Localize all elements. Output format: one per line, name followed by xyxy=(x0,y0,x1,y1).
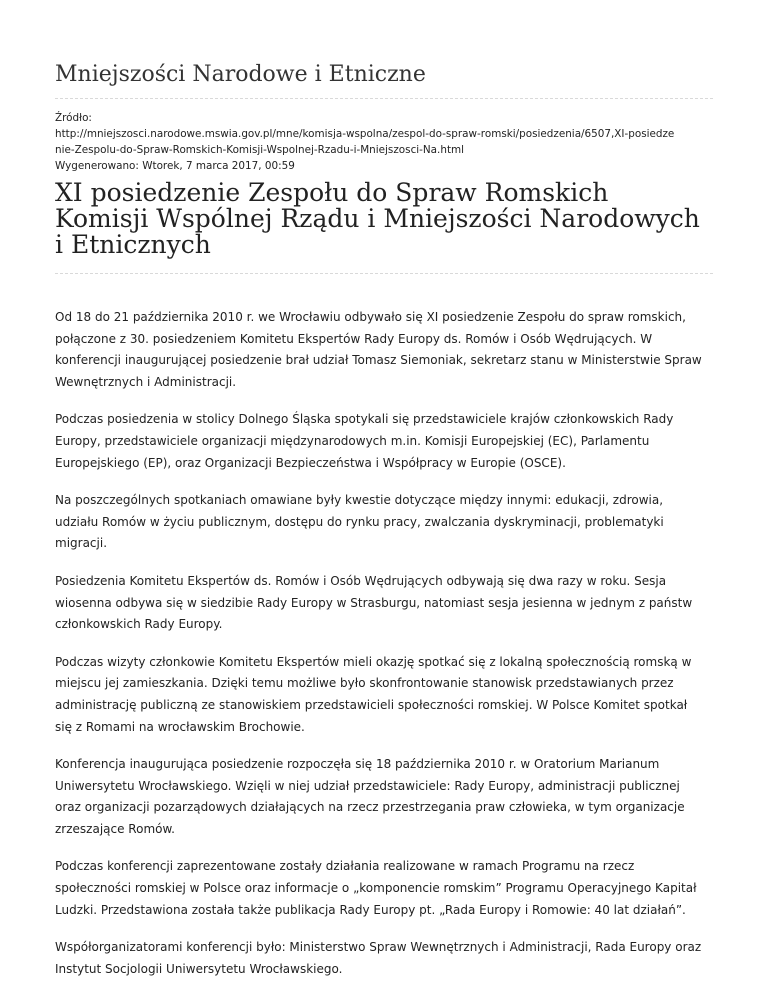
paragraph-line: udziału Romów w życiu publicznym, dostępu do rynku pracy, zwalczania dyskryminacji, problematyki xyxy=(55,514,664,529)
article-paragraph xyxy=(55,409,715,474)
paragraph-line: Podczas wizyty członkowie Komitetu Ekspertów mieli okazję spotkać się z lokalną społecznością romską w xyxy=(55,654,692,669)
paragraph-line: zrzeszające Romów. xyxy=(55,821,175,836)
site-title: Mniejszości Narodowe i Etniczne xyxy=(55,62,426,87)
paragraph-line: Ludzki. Przedstawiona została także publikacja Rady Europy pt. „Rada Europy i Romowie: 40 lat działań”. xyxy=(55,902,686,917)
article-paragraph xyxy=(55,754,715,840)
paragraph-line: konferencji inaugurującej posiedzenie brał udział Tomasz Siemoniak, sekretarz stanu w Ministerstwie Spraw xyxy=(55,353,702,368)
generated-timestamp: Wygenerowano: Wtorek, 7 marca 2017, 00:59 xyxy=(55,160,295,172)
article-paragraph xyxy=(55,856,715,921)
paragraph-line: Uniwersytetu Wrocławskiego. Wzięli w niej udział przedstawiciele: Rady Europy, administracji publicznej xyxy=(55,778,680,793)
article-title-line: Komisji Wspólnej Rządu i Mniejszości Narodowych xyxy=(55,204,700,233)
article-paragraph xyxy=(55,937,715,980)
paragraph-line: Podczas posiedzenia w stolicy Dolnego Śląska spotykali się przedstawiciele krajów członkowskich Rady xyxy=(55,412,674,427)
paragraph-line: Europy, przedstawiciele organizacji międzynarodowych m.in. Komisji Europejskiej (EC), Parlamentu xyxy=(55,433,650,448)
source-url-line: nie-Zespolu-do-Spraw-Romskich-Komisji-Wspolnej-Rzadu-i-Mniejszosci-Na.html xyxy=(55,144,465,156)
paragraph-line: społeczności romskiej w Polsce oraz informacje o „komponencie romskim” Programu Operacyjnego Kapitał xyxy=(55,881,697,896)
paragraph-line: się z Romami na wrocławskim Brochowie. xyxy=(55,719,305,734)
article-paragraph xyxy=(55,652,715,738)
paragraph-line: Instytut Socjologii Uniwersytetu Wrocławskiego. xyxy=(55,961,343,976)
source-label: Źródło: xyxy=(55,112,92,124)
paragraph-line: wiosenna odbywa się w siedzibie Rady Europy w Strasburgu, natomiast sesja jesienna w jednym z państw xyxy=(55,595,693,610)
article-title-line: i Etnicznych xyxy=(55,230,211,259)
paragraph-line: miejscu jej zamieszkania. Dzięki temu możliwe było skonfrontowanie stanowisk przedstawianych przez xyxy=(55,676,674,691)
header-divider xyxy=(55,98,713,99)
paragraph-line: Europejskiego (EP), oraz Organizacji Bezpieczeństwa i Współpracy w Europie (OSCE). xyxy=(55,455,566,470)
article-paragraph xyxy=(55,571,715,636)
paragraph-line: Współorganizatorami konferencji było: Ministerstwo Spraw Wewnętrznych i Administracji, Rada Europy oraz xyxy=(55,940,702,955)
paragraph-line: oraz organizacji pozarządowych działających na rzecz przestrzegania praw człowieka, w tym organizacje xyxy=(55,800,685,815)
article-body xyxy=(55,307,715,996)
article-title-line: XI posiedzenie Zespołu do Spraw Romskich xyxy=(55,178,609,207)
paragraph-line: administrację publiczną ze stanowiskiem przedstawicieli społeczności romskiej. W Polsce Komitet spotkał xyxy=(55,697,688,712)
paragraph-line: połączone z 30. posiedzeniem Komitetu Ekspertów Rady Europy ds. Romów i Osób Wędrujących. W xyxy=(55,331,653,346)
paragraph-line: Od 18 do 21 października 2010 r. we Wrocławiu odbywało się XI posiedzenie Zespołu do spraw romskich, xyxy=(55,310,686,324)
source-url-line: http://mniejszosci.narodowe.mswia.gov.pl/mne/komisja-wspolna/zespol-do-spraw-romski/posiedzenia/6507,XI-posiedze xyxy=(55,128,675,140)
source-meta xyxy=(55,110,715,174)
title-divider xyxy=(55,273,713,274)
article-title xyxy=(55,180,715,258)
paragraph-line: Wewnętrznych i Administracji. xyxy=(55,374,237,389)
paragraph-line: Posiedzenia Komitetu Ekspertów ds. Romów i Osób Wędrujących odbywają się dwa razy w roku. Sesja xyxy=(55,573,667,588)
paragraph-line: Podczas konferencji zaprezentowane zostały działania realizowane w ramach Programu na rzecz xyxy=(55,859,635,874)
paragraph-line: członkowskich Rady Europy. xyxy=(55,617,223,632)
article-paragraph xyxy=(55,307,715,393)
article-paragraph xyxy=(55,490,715,555)
paragraph-line: Konferencja inaugurująca posiedzenie rozpoczęła się 18 października 2010 r. w Oratorium Marianum xyxy=(55,757,660,772)
paragraph-line: migracji. xyxy=(55,536,108,551)
paragraph-line: Na poszczególnych spotkaniach omawiane były kwestie dotyczące między innymi: edukacji, zdrowia, xyxy=(55,493,664,508)
